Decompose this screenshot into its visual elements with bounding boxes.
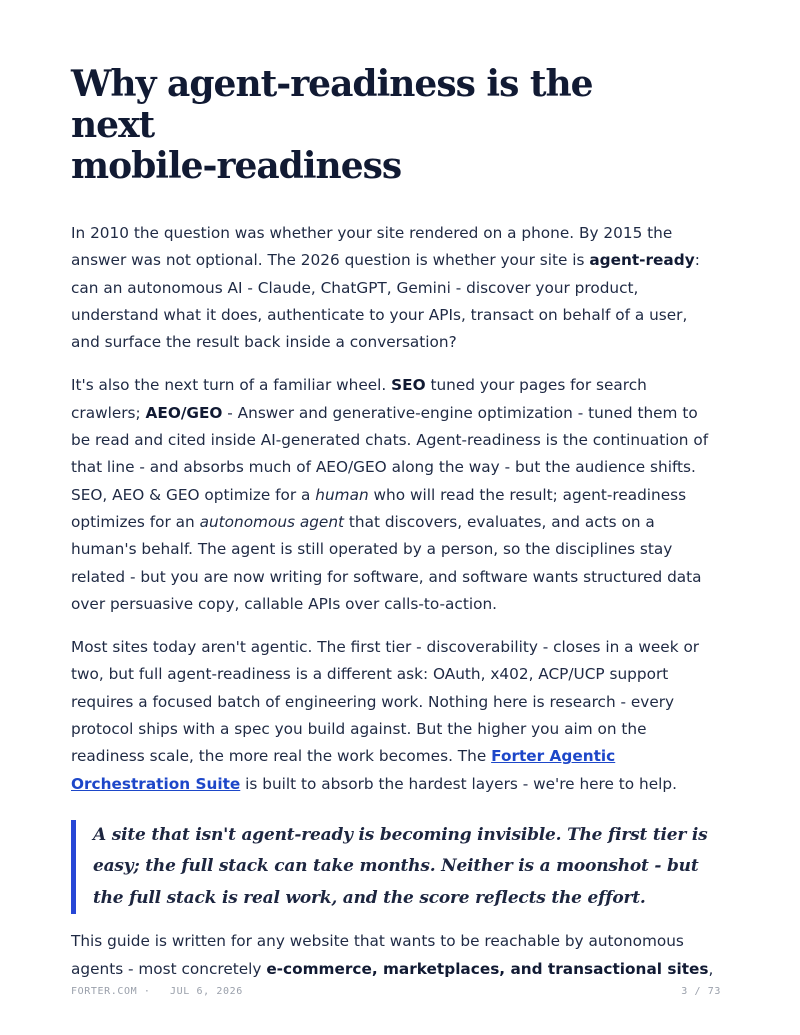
- text-span: SEO, AEO & GEO optimize for a: [71, 485, 316, 504]
- quote-line: the full stack is real work, and the score reflects the effort.: [93, 887, 646, 908]
- text-line: related - but you are now writing for software, and software wants structured data: [71, 567, 702, 586]
- italic-term: human: [315, 485, 369, 504]
- text-line: understand what it does, authenticate to your APIs, transact on behalf of a user,: [71, 305, 688, 324]
- text-line: [71, 247, 700, 274]
- text-line: human's behalf. The agent is still operated by a person, so the disciplines stay: [71, 540, 673, 559]
- text-span: crawlers;: [71, 403, 146, 422]
- intro-paragraph: [71, 220, 700, 356]
- guide-paragraph: [71, 928, 714, 983]
- text-line: protocol ships with a spec you build against. But the higher you aim on the: [71, 720, 647, 739]
- bold-term: e-commerce, marketplaces, and transactional sites: [266, 959, 709, 978]
- text-span: who will read the result; agent-readiness: [368, 485, 687, 504]
- text-line: [71, 743, 683, 770]
- quote-line: A site that isn't agent-ready is becoming invisible. The first tier is: [93, 824, 708, 845]
- text-span: is built to absorb the hardest layers - we're here to help.: [240, 774, 677, 793]
- page-number: 3 / 73: [681, 986, 721, 997]
- page-title: [71, 64, 683, 187]
- article: [71, 63, 714, 983]
- text-line: be read and cited inside AI-generated chats. Agent-readiness is the continuation of: [71, 431, 709, 450]
- text-line: [71, 771, 683, 798]
- text-line: requires a focused batch of engineering work. Nothing here is research - every: [71, 692, 675, 711]
- text-span: that discovers, evaluates, and acts on a: [344, 512, 655, 531]
- text-span: tuned your pages for search: [425, 376, 647, 395]
- text-line: and surface the result back inside a conversation?: [71, 333, 457, 352]
- forter-suite-link[interactable]: Forter Agentic: [491, 747, 616, 766]
- bold-term: AEO/GEO: [145, 403, 223, 422]
- text-line: over persuasive copy, callable APIs over calls-to-action.: [71, 594, 498, 613]
- text-span: readiness scale, the more real the work becomes. The: [71, 747, 492, 766]
- pull-quote: [71, 820, 708, 915]
- title-line-1: Why agent-readiness is the next: [71, 63, 593, 146]
- agentic-paragraph: [71, 634, 700, 798]
- text-line: [71, 482, 687, 509]
- text-line: [71, 400, 698, 427]
- text-line: that line - and absorbs much of AEO/GEO along the way - but the audience shifts.: [71, 458, 696, 477]
- text-line: [71, 956, 714, 983]
- footer-date: JUL 6, 2026: [170, 986, 243, 997]
- quote-line: easy; the full stack can take months. Neither is a moonshot - but: [93, 856, 699, 877]
- footer-site: FORTER.COM ·: [71, 986, 151, 997]
- seo-paragraph: [71, 372, 709, 618]
- text-span: ,: [708, 959, 714, 978]
- text-line: Most sites today aren't agentic. The first tier - discoverability - closes in a week or: [71, 638, 700, 657]
- italic-term: autonomous agent: [199, 512, 345, 531]
- text-line: In 2010 the question was whether your site rendered on a phone. By 2015 the: [71, 224, 673, 242]
- text-span: optimizes for an: [71, 512, 200, 531]
- title-line-2: mobile-readiness: [71, 145, 402, 187]
- forter-suite-link-cont[interactable]: Orchestration Suite: [71, 774, 241, 793]
- text-line: can an autonomous AI - Claude, ChatGPT, Gemini - discover your product,: [71, 278, 639, 297]
- text-span: agents - most concretely: [71, 959, 267, 978]
- text-span: It's also the next turn of a familiar wheel.: [71, 376, 392, 395]
- text-line: [71, 372, 683, 399]
- text-span: :: [694, 251, 700, 270]
- text-line: This guide is written for any website that wants to be reachable by autonomous: [71, 932, 684, 951]
- bold-term: agent-ready: [589, 251, 695, 270]
- bold-term: SEO: [391, 376, 426, 395]
- text-span: answer was not optional. The 2026 question is whether your site is: [71, 251, 590, 270]
- text-span: - Answer and generative-engine optimization - tuned them to: [222, 403, 698, 422]
- text-line: two, but full agent-readiness is a different ask: OAuth, x402, ACP/UCP support: [71, 665, 669, 684]
- text-line: [71, 509, 683, 536]
